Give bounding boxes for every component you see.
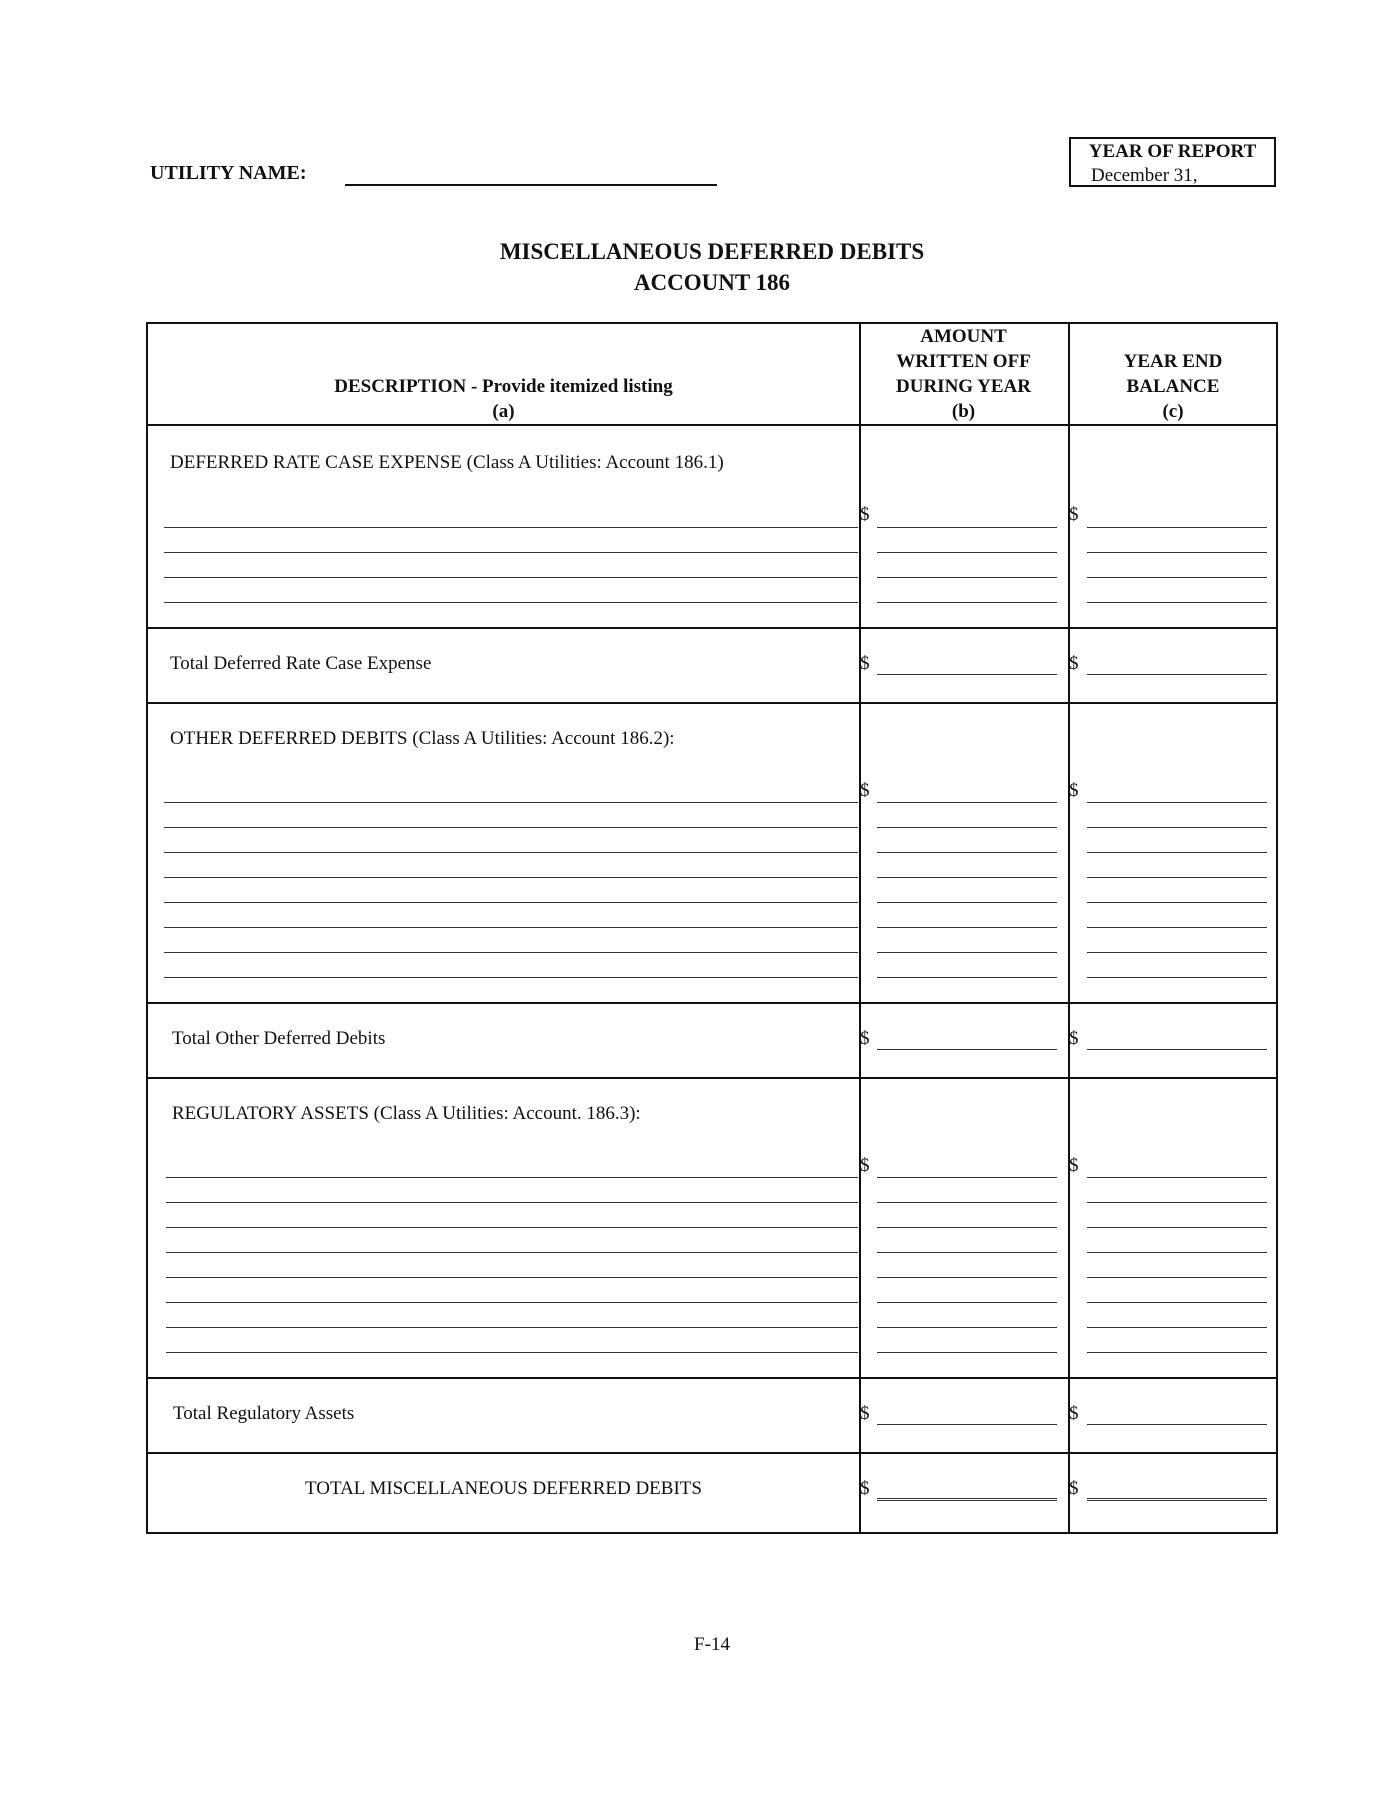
amount-field[interactable] [877,1252,1057,1253]
balance-field[interactable] [1087,1252,1267,1253]
amount-field[interactable] [877,527,1057,528]
balance-field[interactable] [1087,1177,1267,1178]
balance-field[interactable] [1087,602,1267,603]
balance-field[interactable] [1087,1327,1267,1328]
total-balance-field[interactable] [1087,1049,1267,1050]
section-divider [148,1452,1276,1454]
amount-field[interactable] [877,1277,1057,1278]
balance-field[interactable] [1087,1202,1267,1203]
dollar-sign: $ [860,1478,870,1499]
amount-field[interactable] [877,1327,1057,1328]
balance-field[interactable] [1087,927,1267,928]
amount-field[interactable] [877,902,1057,903]
balance-field[interactable] [1087,902,1267,903]
entry-line[interactable] [164,577,858,578]
year-of-report-date: December 31, [1091,165,1198,186]
entry-line[interactable] [164,527,858,528]
balance-field[interactable] [1087,552,1267,553]
amount-field[interactable] [877,877,1057,878]
entry-line[interactable] [164,552,858,553]
total-label-other-deferred-debits: Total Other Deferred Debits [172,1028,386,1049]
amount-field[interactable] [877,827,1057,828]
balance-field[interactable] [1087,802,1267,803]
section-label-deferred-rate-case: DEFERRED RATE CASE EXPENSE (Class A Utilities: Account 186.1) [170,452,724,473]
dollar-sign: $ [860,1155,870,1176]
balance-field[interactable] [1087,1227,1267,1228]
column-header-year-end-balance: YEAR END BALANCE (c) [1123,351,1223,422]
amount-field[interactable] [877,1202,1057,1203]
balance-field[interactable] [1087,877,1267,878]
entry-line[interactable] [166,1177,858,1178]
grand-total-balance-field[interactable] [1087,1498,1267,1501]
dollar-sign: $ [1069,504,1079,525]
grand-total-label: TOTAL MISCELLANEOUS DEFERRED DEBITS [305,1478,702,1499]
total-amount-field[interactable] [877,1424,1057,1425]
balance-field[interactable] [1087,527,1267,528]
balance-field[interactable] [1087,852,1267,853]
balance-field[interactable] [1087,1352,1267,1353]
amount-field[interactable] [877,802,1057,803]
amount-field[interactable] [877,1177,1057,1178]
dollar-sign: $ [1069,1028,1079,1049]
utility-name-label: UTILITY NAME: [150,162,307,184]
balance-field[interactable] [1087,977,1267,978]
entry-line[interactable] [166,1352,858,1353]
entry-line[interactable] [164,827,858,828]
dollar-sign: $ [1069,1403,1079,1424]
amount-field[interactable] [877,552,1057,553]
dollar-sign: $ [1069,1478,1079,1499]
column-header-description: DESCRIPTION - Provide itemized listing (a) [334,376,673,422]
utility-name-field[interactable] [345,184,717,186]
dollar-sign: $ [860,780,870,801]
year-of-report-box [1069,137,1276,187]
section-divider [148,627,1276,629]
total-balance-field[interactable] [1087,674,1267,675]
amount-field[interactable] [877,577,1057,578]
balance-field[interactable] [1087,827,1267,828]
entry-line[interactable] [164,952,858,953]
section-label-other-deferred-debits: OTHER DEFERRED DEBITS (Class A Utilities: Account 186.2): [170,728,675,749]
form-subtitle: ACCOUNT 186 [633,270,791,295]
column-header-amount-written-off: AMOUNT WRITTEN OFF DURING YEAR (b) [896,326,1031,422]
entry-line[interactable] [166,1302,858,1303]
dollar-sign: $ [1069,780,1079,801]
year-of-report-label: YEAR OF REPORT [1088,141,1257,162]
entry-line[interactable] [166,1252,858,1253]
section-divider [148,1377,1276,1379]
balance-field[interactable] [1087,1277,1267,1278]
entry-line[interactable] [166,1327,858,1328]
entry-line[interactable] [164,852,858,853]
amount-field[interactable] [877,952,1057,953]
entry-line[interactable] [166,1202,858,1203]
section-divider [148,702,1276,704]
total-label-deferred-rate-case: Total Deferred Rate Case Expense [170,653,432,674]
total-amount-field[interactable] [877,1049,1057,1050]
page-number: F-14 [694,1634,730,1655]
dollar-sign: $ [860,504,870,525]
entry-line[interactable] [166,1277,858,1278]
dollar-sign: $ [860,653,870,674]
entry-line[interactable] [166,1227,858,1228]
entry-line[interactable] [164,802,858,803]
header-divider [148,424,1276,426]
amount-field[interactable] [877,1352,1057,1353]
amount-field[interactable] [877,1227,1057,1228]
amount-field[interactable] [877,927,1057,928]
section-label-regulatory-assets: REGULATORY ASSETS (Class A Utilities: Account. 186.3): [172,1103,641,1124]
dollar-sign: $ [1069,1155,1079,1176]
balance-field[interactable] [1087,577,1267,578]
total-label-regulatory-assets: Total Regulatory Assets [173,1403,355,1424]
entry-line[interactable] [164,602,858,603]
dollar-sign: $ [860,1403,870,1424]
amount-field[interactable] [877,977,1057,978]
form-title: MISCELLANEOUS DEFERRED DEBITS [499,239,925,264]
total-amount-field[interactable] [877,674,1057,675]
section-divider [148,1077,1276,1079]
entry-line[interactable] [164,877,858,878]
total-balance-field[interactable] [1087,1424,1267,1425]
amount-field[interactable] [877,602,1057,603]
entry-line[interactable] [164,927,858,928]
balance-field[interactable] [1087,952,1267,953]
entry-line[interactable] [164,902,858,903]
deferred-debits-table [146,322,1278,1534]
amount-field[interactable] [877,1302,1057,1303]
entry-line[interactable] [164,977,858,978]
dollar-sign: $ [1069,653,1079,674]
section-divider [148,1002,1276,1004]
grand-total-amount-field[interactable] [877,1498,1057,1501]
amount-field[interactable] [877,852,1057,853]
balance-field[interactable] [1087,1302,1267,1303]
dollar-sign: $ [860,1028,870,1049]
